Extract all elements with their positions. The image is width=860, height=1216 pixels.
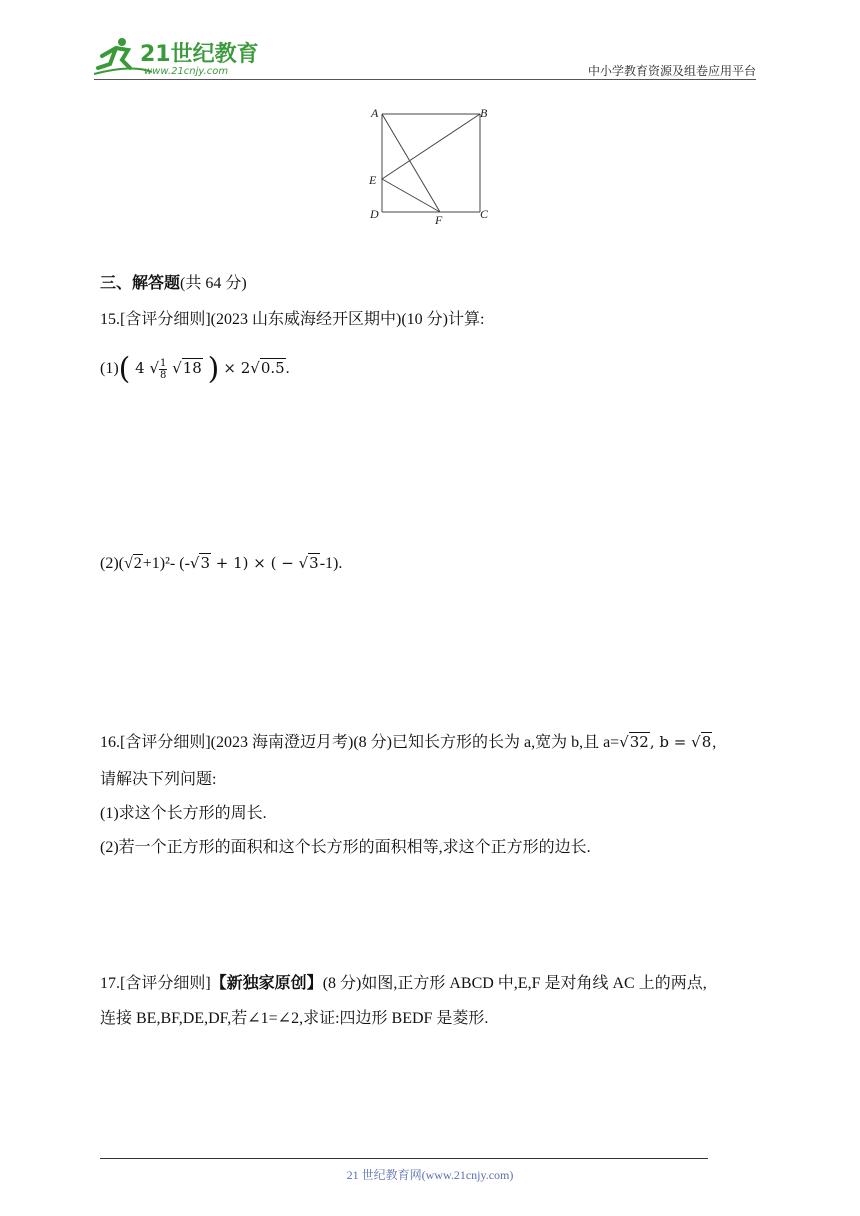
header-platform-text: 中小学教育资源及组卷应用平台	[587, 64, 756, 78]
label-e: E	[369, 173, 377, 187]
label-f: F	[435, 213, 443, 227]
header-divider	[94, 79, 756, 80]
section-heading: 三、解答题(共 64 分)	[100, 275, 247, 292]
label-c: C	[480, 207, 489, 221]
q16-line1: 16.[含评分细则](2023 海南澄迈月考)(8 分)已知长方形的长为 a,宽为 b,且 a=√32, b = √8,	[100, 733, 717, 751]
segment-eb	[382, 114, 480, 179]
q16-line2: 请解决下列问题:	[100, 771, 217, 788]
label-b: B	[480, 106, 488, 120]
label-a: A	[371, 106, 379, 120]
q16-sub2: (2)若一个正方形的面积和这个长方形的面积相等,求这个正方形的边长.	[100, 839, 591, 856]
q15-part1: (1)( 4 √ $\frac{1}{8}$ √18 ) × 2√0.5.	[100, 351, 290, 387]
segment-ef	[382, 179, 440, 212]
site-logo	[92, 34, 260, 80]
q15-intro: 15.[含评分细则](2023 山东威海经开区期中)(10 分)计算:	[100, 311, 485, 328]
label-d: D	[370, 207, 379, 221]
logo-text: 21世纪教育	[140, 42, 259, 67]
q16-sub1: (1)求这个长方形的周长.	[100, 805, 267, 822]
segment-af	[382, 114, 440, 212]
logo-url: www.21cnjy.com	[144, 66, 229, 77]
q17-line1: 17.[含评分细则]【新独家原创】(8 分)如图,正方形 ABCD 中,E,F 是对角线 AC 上的两点,	[100, 975, 707, 992]
q17-line2: 连接 BE,BF,DE,DF,若∠1=∠2,求证:四边形 BEDF 是菱形.	[100, 1010, 489, 1027]
footer-divider	[100, 1158, 708, 1159]
footer-site-link[interactable]: 21 世纪教育网(www.21cnjy.com)	[346, 1168, 514, 1182]
q15-part2: (2)(√2+1)²- (-√3 + 1) × ( − √3-1).	[100, 554, 343, 572]
square-figure	[360, 100, 500, 230]
